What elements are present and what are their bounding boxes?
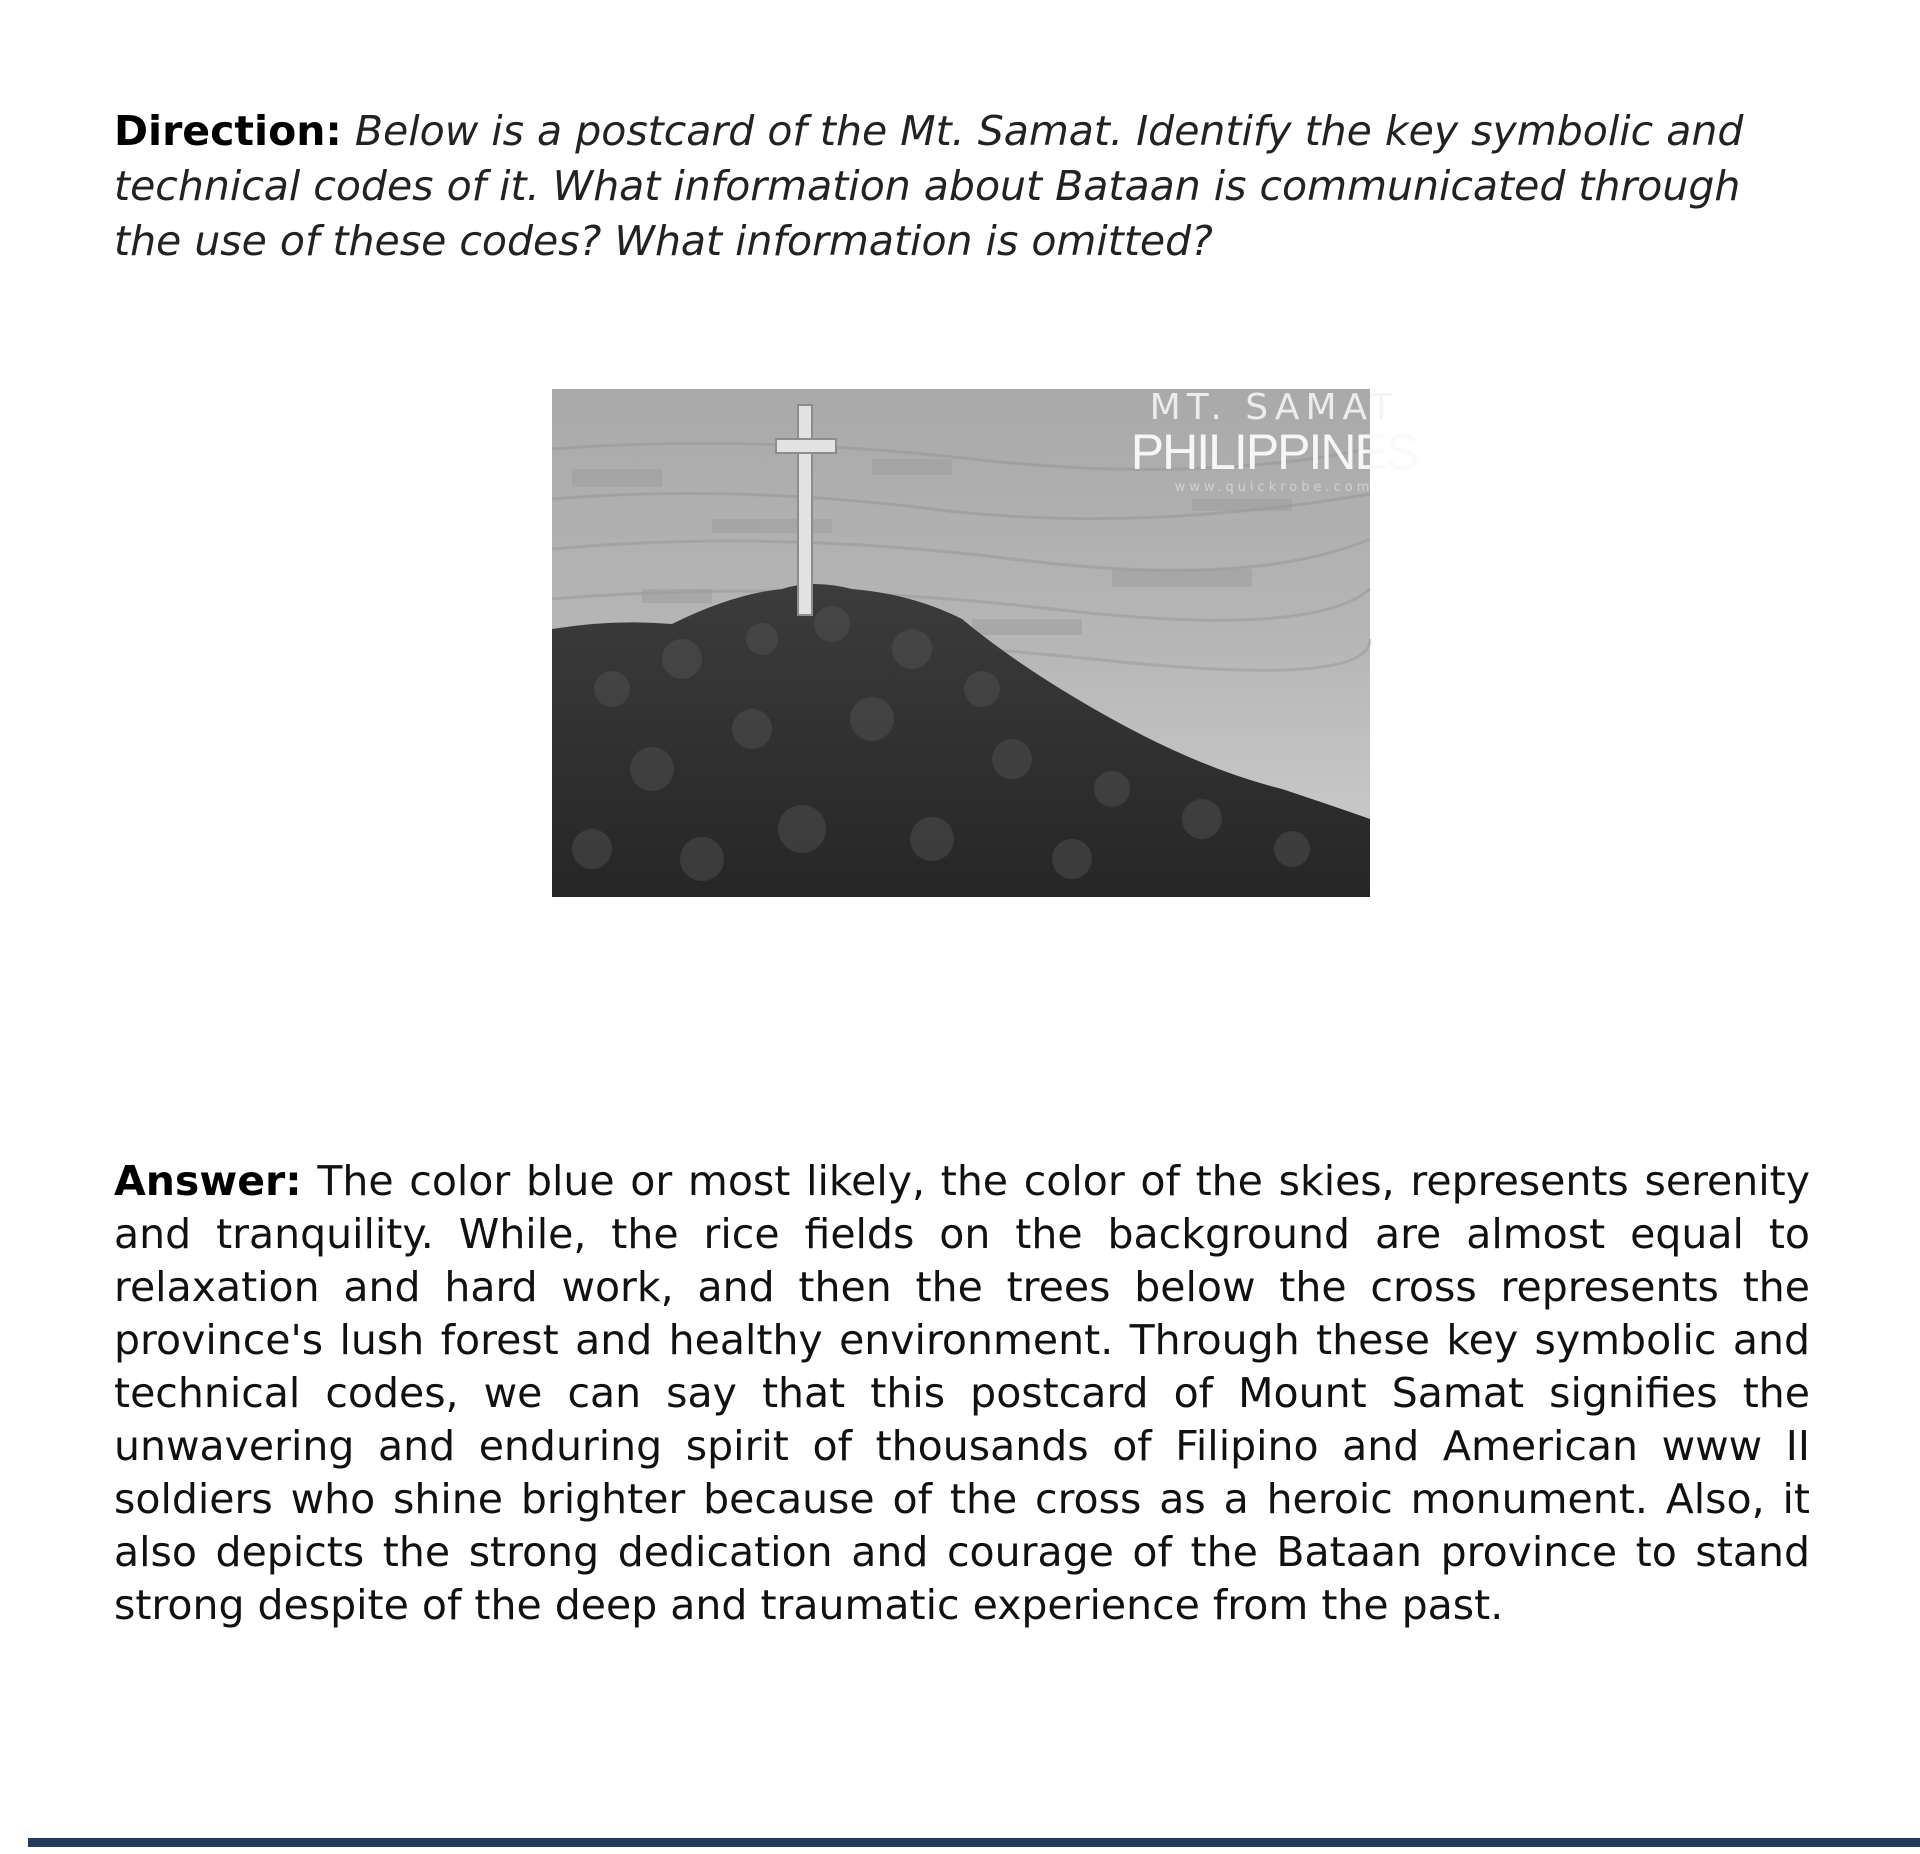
postcard-title: MT. SAMAT <box>1149 387 1399 428</box>
answer-text: The color blue or most likely, the color of the skies, represents serenity and tranquility. While, the rice fields on the background are almost equal to relaxation and hard work, and then the trees below the cross represents the province's lush forest and healthy environment. Through these key symbolic and technical codes, we can say that this postcard of Mount Samat signifies the unwavering and enduring spirit of thousands of Filipino and American www II soldiers who shine brighter because of the cross as a heroic monument. Also, it also depicts the strong dedication and courage of the Bataan province to stand strong despite of the deep and traumatic experience from the past. <box>114 1157 1810 1629</box>
answer-paragraph <box>114 1155 1810 1632</box>
answer-label: Answer: <box>114 1157 302 1205</box>
direction-paragraph <box>114 104 1794 269</box>
postcard-subtitle: PHILIPPINES <box>1130 424 1418 480</box>
direction-label: Direction: <box>114 107 342 155</box>
mt-samat-postcard-image <box>552 387 1418 897</box>
postcard-website: www.quickrobe.com <box>1174 480 1374 495</box>
footer-rule <box>28 1838 1920 1847</box>
direction-text: Below is a postcard of the Mt. Samat. Identify the key symbolic and technical codes of it. What information about Bataan is communicated through the use of these codes? What information is omitted? <box>114 107 1744 265</box>
